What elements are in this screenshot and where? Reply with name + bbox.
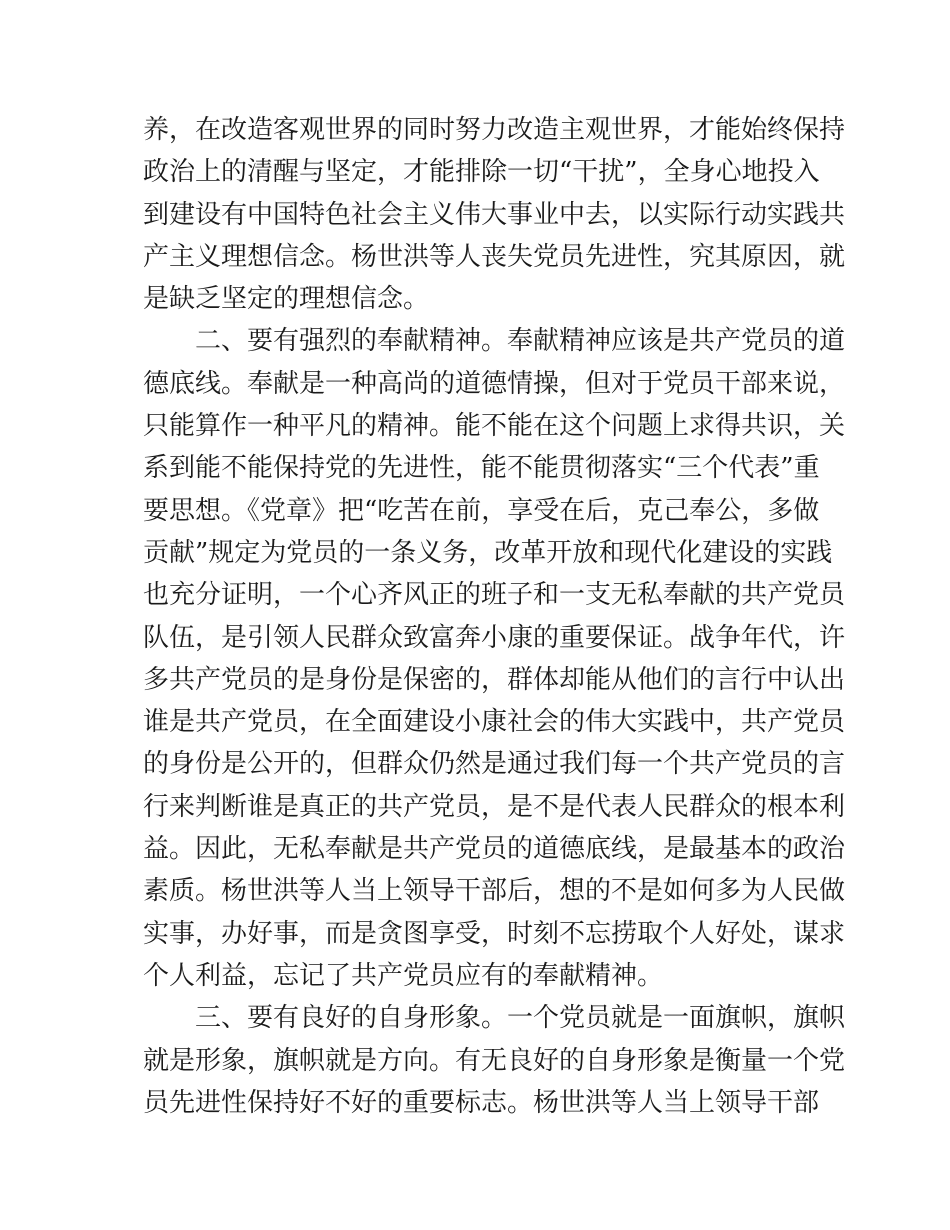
text-line: 德底线。奉献是一种高尚的道德情操，但对于党员干部来说， bbox=[143, 368, 846, 399]
text-line: 三、要有良好的自身形象。一个党员就是一面旗帜，旗帜 bbox=[143, 1003, 846, 1034]
text-line: 员先进性保持好不好的重要标志。杨世洪等人当上领导干部 bbox=[143, 1087, 820, 1118]
text-line: 贡献”规定为党员的一条义务，改革开放和现代化建设的实践 bbox=[143, 537, 833, 568]
body-text bbox=[143, 109, 846, 1124]
text-line: 素质。杨世洪等人当上领导干部后，想的不是如何多为人民做 bbox=[143, 876, 846, 907]
text-line: 到建设有中国特色社会主义伟大事业中去，以实际行动实践共 bbox=[143, 199, 846, 230]
text-line: 也充分证明，一个心齐风正的班子和一支无私奉献的共产党员 bbox=[143, 580, 846, 611]
text-line: 实事，办好事，而是贪图享受，时刻不忘捞取个人好处，谋求 bbox=[143, 918, 846, 949]
text-line: 系到能不能保持党的先进性，能不能贯彻落实“三个代表”重 bbox=[143, 453, 820, 484]
text-line: 的身份是公开的，但群众仍然是通过我们每一个共产党员的言 bbox=[143, 749, 846, 780]
text-line: 政治上的清醒与坚定，才能排除一切“干扰”，全身心地投入 bbox=[143, 157, 820, 188]
text-line: 谁是共产党员，在全面建设小康社会的伟大实践中，共产党员 bbox=[143, 707, 846, 738]
text-line: 二、要有强烈的奉献精神。奉献精神应该是共产党员的道 bbox=[143, 326, 846, 357]
text-line: 就是形象，旗帜就是方向。有无良好的自身形象是衡量一个党 bbox=[143, 1045, 846, 1076]
text-line: 队伍，是引领人民群众致富奔小康的重要保证。战争年代，许 bbox=[143, 622, 846, 653]
text-line: 是缺乏坚定的理想信念。 bbox=[143, 284, 430, 315]
text-line: 益。因此，无私奉献是共产党员的道德底线，是最基本的政治 bbox=[143, 834, 846, 865]
text-line: 养，在改造客观世界的同时努力改造主观世界，才能始终保持 bbox=[143, 115, 846, 145]
text-line: 要思想。《党章》把“吃苦在前，享受在后，克己奉公，多做 bbox=[143, 495, 820, 526]
text-line: 多共产党员的是身份是保密的，群体却能从他们的言行中认出 bbox=[143, 664, 846, 695]
text-line: 个人利益，忘记了共产党员应有的奉献精神。 bbox=[143, 960, 664, 991]
text-line: 行来判断谁是真正的共产党员，是不是代表人民群众的根本利 bbox=[143, 791, 846, 822]
text-line: 只能算作一种平凡的精神。能不能在这个问题上求得共识，关 bbox=[143, 411, 846, 442]
text-line: 产主义理想信念。杨世洪等人丧失党员先进性，究其原因，就 bbox=[143, 241, 846, 272]
